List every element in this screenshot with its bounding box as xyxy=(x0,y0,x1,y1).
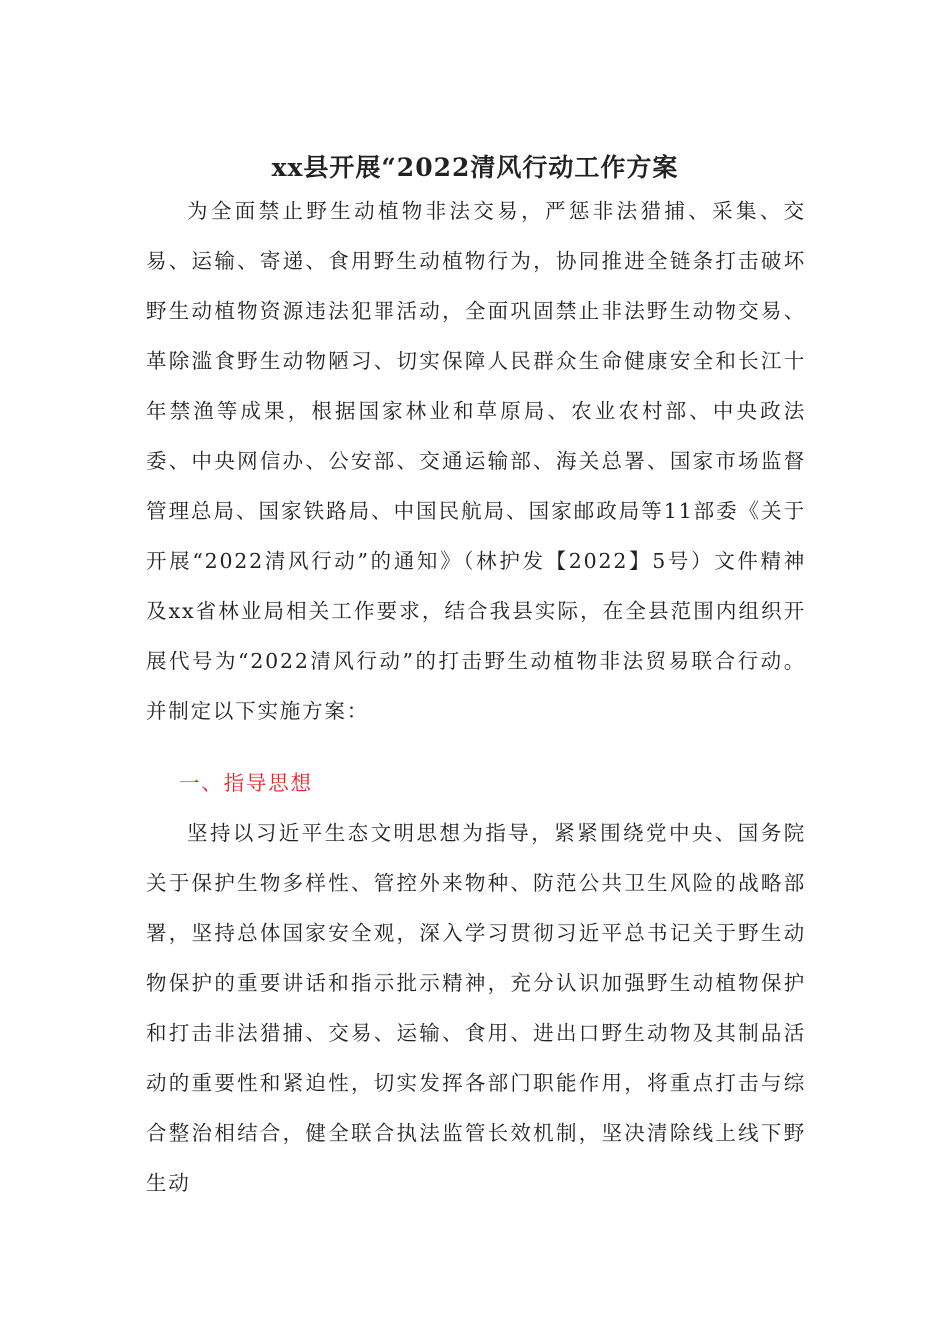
intro-paragraph: 为全面禁止野生动植物非法交易，严惩非法猎捕、采集、交易、运输、寄递、食用野生动植物行为，协同推进全链条打击破坏野生动植物资源违法犯罪活动，全面巩固禁止非法野生动物交易、革除滥食野生动物陋习、切实保障人民群众生命健康安全和长江十年禁渔等成果，根据国家林业和草原局、农业农村部、中央政法委、中央网信办、公安部、交通运输部、海关总署、国家市场监督管理总局、国家铁路局、中国民航局、国家邮政局等11部委《关于开展“2022清风行动”的通知》（林护发【2022】5号）文件精神及xx省林业局相关工作要求，结合我县实际，在全县范围内组织开展代号为“2022清风行动”的打击野生动植物非法贸易联合行动。并制定以下实施方案： xyxy=(146,199,806,723)
document-title: xx县开展“2022清风行动工作方案 xyxy=(271,153,679,182)
section-heading: 一、指导思想 xyxy=(179,771,313,795)
guiding-ideology-paragraph: 坚持以习近平生态文明思想为指导，紧紧围绕党中央、国务院关于保护生物多样性、管控外来物种、防范公共卫生风险的战略部署，坚持总体国家安全观，深入学习贯彻习近平总书记关于野生动物保护的重要讲话和指示批示精神，充分认识加强野生动植物保护和打击非法猎捕、交易、运输、食用、进出口野生动物及其制品活动的重要性和紧迫性，切实发挥各部门职能作用，将重点打击与综合整治相结合，健全联合执法监管长效机制，坚决清除线上线下野生动 xyxy=(146,821,806,1195)
